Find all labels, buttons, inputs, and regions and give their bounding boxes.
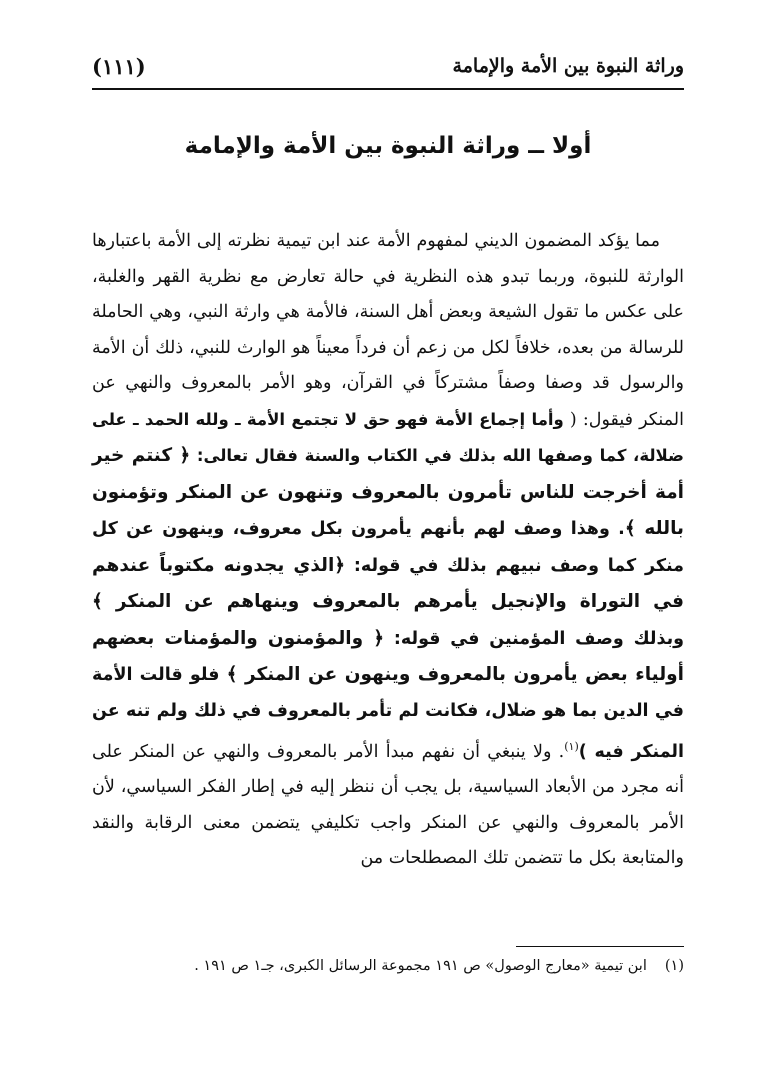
footnote-divider [516,946,684,947]
page-number: (١١١) [92,53,146,79]
quotation-bold-4: فلو قالت الأمة في الدين بما هو ضلال، فكانت لم تأمر بالمعروف في ذلك ولم تنه عن المنكر فيه [92,665,684,762]
body-sentence-1: مما يؤكد المضمون الديني لمفهوم الأمة عند ابن تيمية نظرته إلى الأمة باعتبارها الوارثة للنبوة، وربما تبدو هذه النظرية في حالة تعارض مع نظرية القهر والغلبة، على عكس ما تقول الشيعة وبعض أهل السنة، فالأمة هي وارثة النبي، وهي الحاملة للرسالة من بعده، خلافاً لكل من زعم أن فرداً معيناً هو الوارث للنبي، ذلك أن الأمة والرسول قد وصفا وصفاً مشتركاً في القرآن، وهو الأمر بالمعروف والنهي عن المنكر فيقول: ( [92,231,685,430]
body-text [92,224,684,877]
page-header [92,44,684,90]
quotation-bold-2: . وهذا وصف لهم بأنهم يأمرون بكل معروف، وينهون عن كل منكر كما وصف نبيهم بذلك في قوله: [92,519,684,576]
quotation-close: ) [578,741,587,762]
footnote-text: ابن تيمية «معارج الوصول» ص ١٩١ مجموعة الرسائل الكبرى، جـ١ ص ١٩١ . [194,958,647,974]
body-sentence-2: . ولا ينبغي أن نفهم مبدأ الأمر بالمعروف والنهي عن المنكر على أنه مجرد من الأبعاد السياسية، بل يجب أن ننظر إليه في إطار الفكر السياسي، لأن الأمر بالمعروف والنهي عن المنكر واجب تكليفي يتضمن معنى الرقابة والنقد والمتابعة بكل ما تتضمن تلك المصطلحات من [92,741,684,869]
quran-verse-1: ﴿ كنتم خير أمة أخرجت للناس تأمرون بالمعروف وتنهون عن المنكر وتؤمنون بالله ﴾ [92,445,684,539]
body-paragraph [92,224,684,877]
quotation-bold-1: وأما إجماع الأمة فهو حق لا تجتمع الأمة ـ ولله الحمد ـ على ضلالة، كما وصفها الله بذلك في الكتاب والسنة فقال تعالى: [92,409,684,465]
quotation-bold-3: وبذلك وصف المؤمنين في قوله: [384,628,685,649]
section-title: أولا ــ وراثة النبوة بين الأمة والإمامة [184,133,592,159]
footnote-number: (١) [664,958,684,974]
running-title: وراثة النبوة بين الأمة والإمامة [452,55,684,77]
quran-verse-3: ﴿ والمؤمنون والمؤمنات بعضهم أولياء بعض يأمرون بالمعروف وينهون عن المنكر ﴾ [92,627,684,685]
footnote-reference: (١) [564,740,579,753]
footnote [92,953,684,979]
quran-verse-2: ﴿الذي يجدونه مكتوباً عندهم في التوراة والإنجيل يأمرهم بالمعروف وينهاهم عن المنكر ﴾ [92,554,684,612]
